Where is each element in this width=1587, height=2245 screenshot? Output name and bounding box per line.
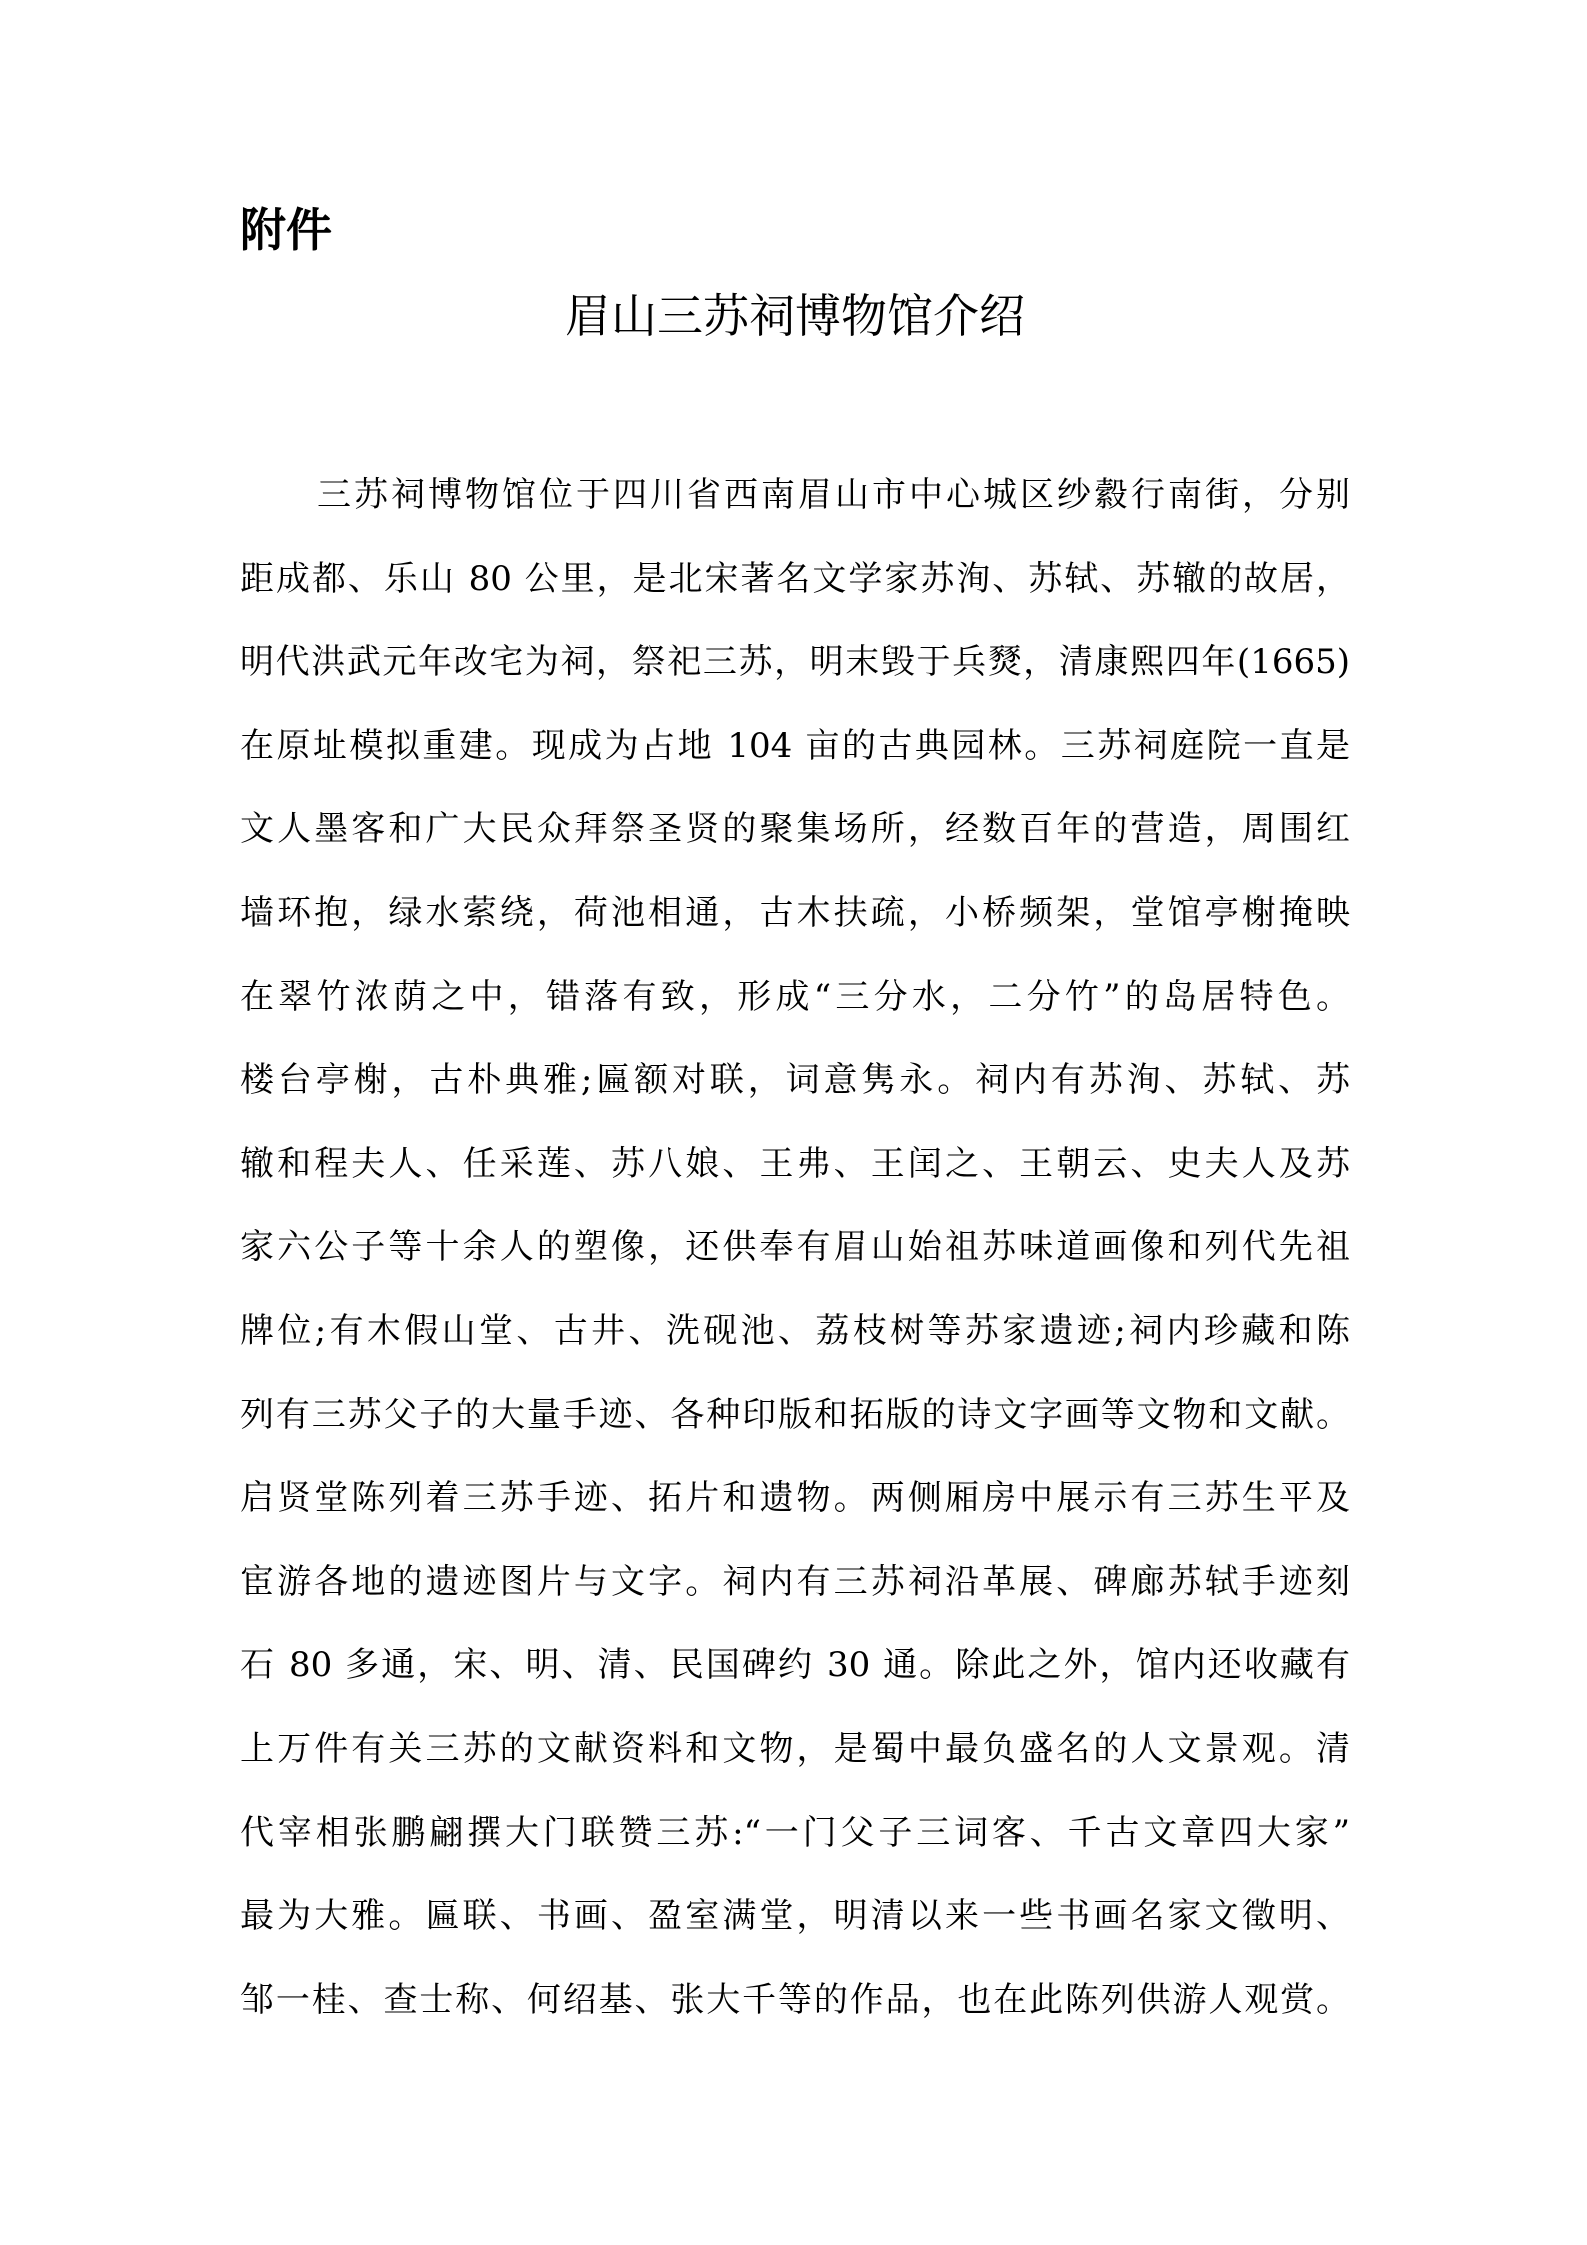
paragraph-line: 墙环抱，绿水萦绕，荷池相通，古木扶疏，小桥频架，堂馆亭榭掩映 — [240, 892, 1350, 933]
paragraph-line: 辙和程夫人、任采莲、苏八娘、王弗、王闰之、王朝云、史夫人及苏 — [240, 1143, 1350, 1184]
paragraph-line: 宦游各地的遗迹图片与文字。祠内有三苏祠沿革展、碑廊苏轼手迹刻 — [240, 1561, 1350, 1602]
paragraph-line: 上万件有关三苏的文献资料和文物，是蜀中最负盛名的人文景观。清 — [240, 1728, 1350, 1769]
body-paragraph — [240, 454, 1350, 2042]
paragraph-line: 三苏祠博物馆位于四川省西南眉山市中心城区纱縠行南街，分别 — [317, 475, 1350, 515]
paragraph-line: 代宰相张鹏翩撰大门联赞三苏:“一门父子三词客、千古文章四大家” — [240, 1812, 1350, 1853]
paragraph-line: 文人墨客和广大民众拜祭圣贤的聚集场所，经数百年的营造，周围红 — [240, 809, 1350, 850]
paragraph-line: 列有三苏父子的大量手迹、各种印版和拓版的诗文字画等文物和文献。 — [240, 1394, 1350, 1435]
paragraph-line: 在翠竹浓荫之中，错落有致，形成“三分水，二分竹”的岛居特色。 — [240, 976, 1350, 1017]
paragraph-line: 楼台亭榭，古朴典雅;匾额对联，词意隽永。祠内有苏洵、苏轼、苏 — [240, 1060, 1350, 1101]
paragraph-line: 启贤堂陈列着三苏手迹、拓片和遗物。两侧厢房中展示有三苏生平及 — [240, 1478, 1350, 1519]
paragraph-line: 石 80 多通，宋、明、清、民国碑约 30 通。除此之外，馆内还收藏有 — [240, 1645, 1350, 1686]
paragraph-line: 距成都、乐山 80 公里，是北宋著名文学家苏洵、苏轼、苏辙的故居， — [240, 558, 1350, 599]
paragraph-line: 最为大雅。匾联、书画、盈室满堂，明清以来一些书画名家文徵明、 — [240, 1896, 1350, 1937]
paragraph-line: 在原址模拟重建。现成为占地 104 亩的古典园林。三苏祠庭院一直是 — [240, 725, 1350, 766]
attachment-label: 附件 — [240, 203, 332, 257]
document-title: 眉山三苏祠博物馆介绍 — [565, 289, 1025, 343]
paragraph-line: 牌位;有木假山堂、古井、洗砚池、荔枝树等苏家遗迹;祠内珍藏和陈 — [240, 1310, 1350, 1351]
paragraph-line: 明代洪武元年改宅为祠，祭祀三苏，明末毁于兵燹，清康熙四年(1665) — [240, 642, 1350, 683]
paragraph-line: 邹一桂、查士称、何绍基、张大千等的作品，也在此陈列供游人观赏。 — [240, 1979, 1350, 2020]
paragraph-line: 家六公子等十余人的塑像，还供奉有眉山始祖苏味道画像和列代先祖 — [240, 1227, 1350, 1268]
